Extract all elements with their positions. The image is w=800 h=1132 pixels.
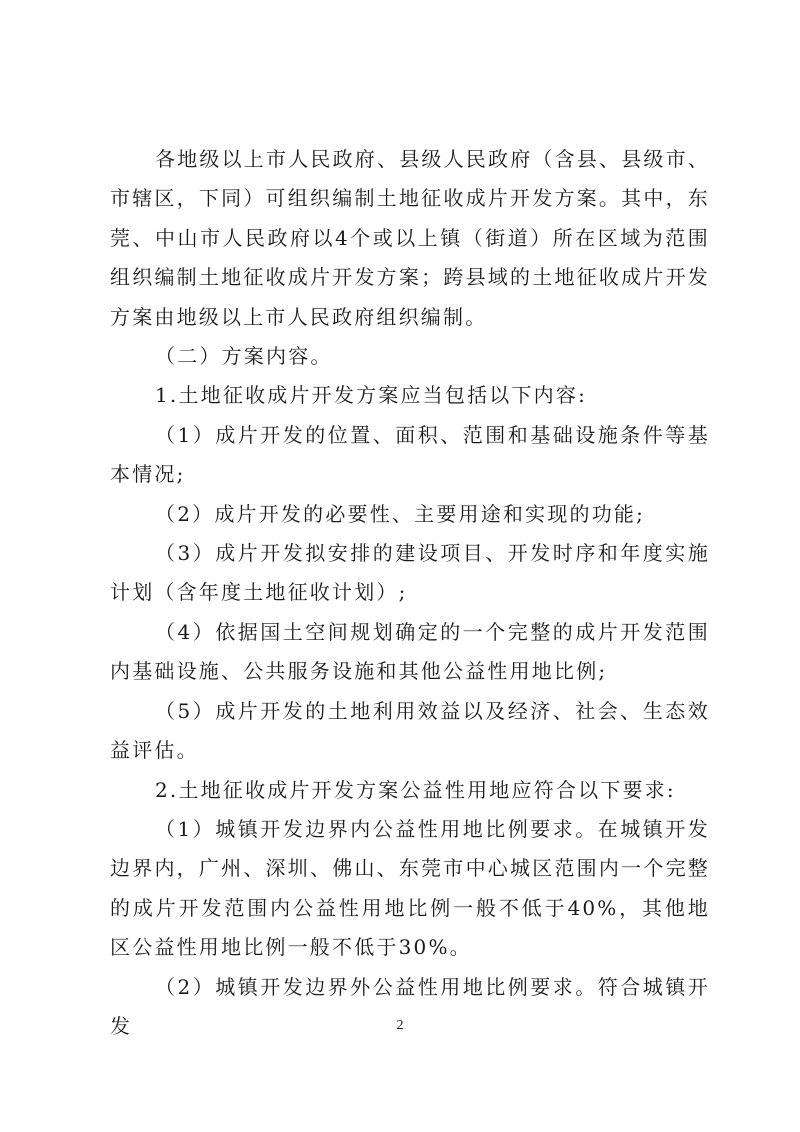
paragraph-subitem-1-5: （5）成片开发的土地利用效益以及经济、社会、生态效益评估。 [110,698,710,763]
paragraph-subitem-2-1: （1）城镇开发边界内公益性用地比例要求。在城镇开发边界内，广州、深圳、佛山、东莞市中心城区范围内一个完整的成片开发范围内公益性用地比例一般不低于40%，其他地区公益性用地比例一般不低于30%。 [110,816,710,960]
paragraph-item-1: 1.土地征收成片开发方案应当包括以下内容: [155,383,588,408]
paragraph-subitem-1-2: （2）成片开发的必要性、主要用途和实现的功能; [155,501,646,526]
page-number: 2 [396,1018,404,1033]
paragraph-subitem-2-2: （2）城镇开发边界外公益性用地比例要求。符合城镇开发 [110,974,710,1038]
paragraph-subitem-1-4: （4）依据国土空间规划确定的一个完整的成片开发范围内基础设施、公共服务设施和其他公益性用地比例; [110,619,710,684]
section-heading-plan-content: （二）方案内容。 [155,344,333,369]
paragraph-item-2: 2.土地征收成片开发方案公益性用地应符合以下要求: [155,777,676,802]
paragraph-subitem-1-3: （3）成片开发拟安排的建设项目、开发时序和年度实施计划（含年度土地征收计划）; [110,541,710,605]
document-body [110,140,710,1046]
paragraph-subitem-1-1: （1）成片开发的位置、面积、范围和基础设施条件等基本情况; [110,422,710,487]
paragraph-compilation-subject: 各地级以上市人民政府、县级人民政府（含县、县级市、市辖区，下同）可组织编制土地征收成片开发方案。其中，东莞、中山市人民政府以4个或以上镇（街道）所在区域为范围组织编制土地征收成片开发方案；跨县域的土地征收成片开发方案由地级以上市人民政府组织编制。 [110,147,710,329]
